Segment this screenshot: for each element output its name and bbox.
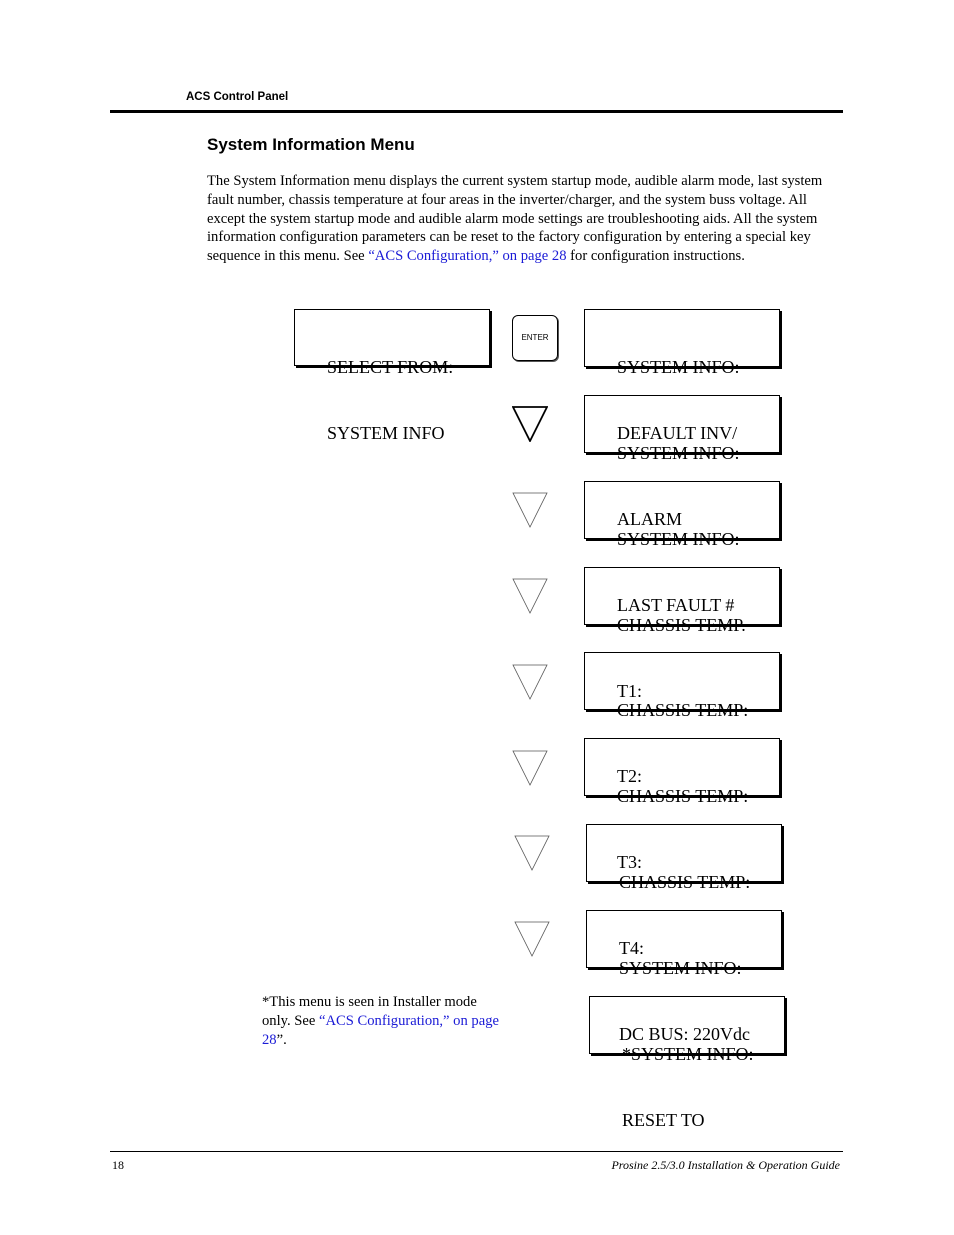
lcd-screen-select-from (294, 309, 490, 443)
lcd-screen-chassis-temp-t4 (586, 824, 782, 958)
lcd-screen-default-inv (584, 309, 780, 443)
lcd-line-2: DEFAULT INV/ (617, 423, 738, 443)
acs-configuration-link[interactable]: “ACS Configuration,” on page 28 (368, 248, 567, 265)
lcd-line-1: SYSTEM INFO: (617, 529, 740, 549)
enter-key-icon (512, 315, 558, 361)
lcd-line-2: DC BUS: 220Vdc (619, 1024, 751, 1044)
footer-divider (110, 1151, 843, 1152)
lcd-screen-chassis-temp-t2 (584, 652, 780, 786)
document-title: Prosine 2.5/3.0 Installation & Operation Guide (611, 1158, 840, 1172)
page-number: 18 (112, 1158, 124, 1172)
lcd-line-2: SYSTEM INFO (327, 423, 445, 443)
lcd-line-1: SYSTEM INFO: (617, 443, 740, 463)
intro-text: The System Information menu displays the current system startup mode, audible alarm mode, last system fault number, chassis temperature at four areas in the inverter/charger, and the system buss voltage. All except the system startup mode and audible alarm mode settings are troubleshooting aids. All the system information configuration parameters can be reset to the factory configuration by entering a special key sequence in this menu. See (207, 173, 823, 265)
section-header: ACS Control Panel (186, 91, 289, 103)
down-triangle-icon (514, 835, 550, 871)
lcd-line-1: CHASSIS TEMP: (617, 700, 749, 720)
header-divider (110, 110, 843, 113)
down-triangle-icon (512, 578, 548, 614)
lcd-line-1: SELECT FROM: (327, 357, 454, 377)
footnote-text: *This menu is seen in Installer mode only. See (262, 994, 477, 1029)
down-triangle-icon (512, 750, 548, 786)
page-title: System Information Menu (207, 135, 415, 154)
lcd-line-2: T1: (617, 681, 642, 701)
lcd-line-2: T4: (619, 938, 644, 958)
footnote-text-end: ”. (276, 1032, 287, 1048)
down-triangle-icon (512, 406, 548, 442)
lcd-line-2: RESET TO (622, 1110, 705, 1130)
enter-key-label: ENTER (521, 333, 549, 342)
lcd-line-2: LAST FAULT # (617, 595, 735, 615)
lcd-line-1: CHASSIS TEMP: (617, 786, 749, 806)
lcd-line-1: SYSTEM INFO: (619, 958, 742, 978)
lcd-line-1: *SYSTEM INFO: (622, 1044, 754, 1064)
lcd-line-2: T2: (617, 766, 642, 786)
down-triangle-icon (512, 492, 548, 528)
lcd-screen-last-fault (584, 481, 780, 615)
intro-paragraph (207, 172, 847, 266)
lcd-screen-reset-to (589, 996, 785, 1130)
installer-mode-footnote (262, 993, 502, 1050)
lcd-line-2: T3: (617, 852, 642, 872)
lcd-screen-chassis-temp-t1 (584, 567, 780, 701)
lcd-screen-alarm (584, 395, 780, 529)
lcd-line-1: CHASSIS TEMP: (619, 872, 751, 892)
lcd-screen-chassis-temp-t3 (584, 738, 780, 872)
lcd-line-1: SYSTEM INFO: (617, 357, 740, 377)
down-triangle-icon (514, 921, 550, 957)
lcd-line-1: CHASSIS TEMP. (617, 615, 746, 635)
lcd-line-2: ALARM (617, 509, 683, 529)
footnote-acs-configuration-link[interactable]: “ACS Configuration,” on page 28 (262, 1013, 499, 1048)
down-triangle-icon (512, 664, 548, 700)
lcd-screen-dc-bus (586, 910, 782, 1044)
intro-text-end: for configuration instructions. (566, 248, 745, 265)
